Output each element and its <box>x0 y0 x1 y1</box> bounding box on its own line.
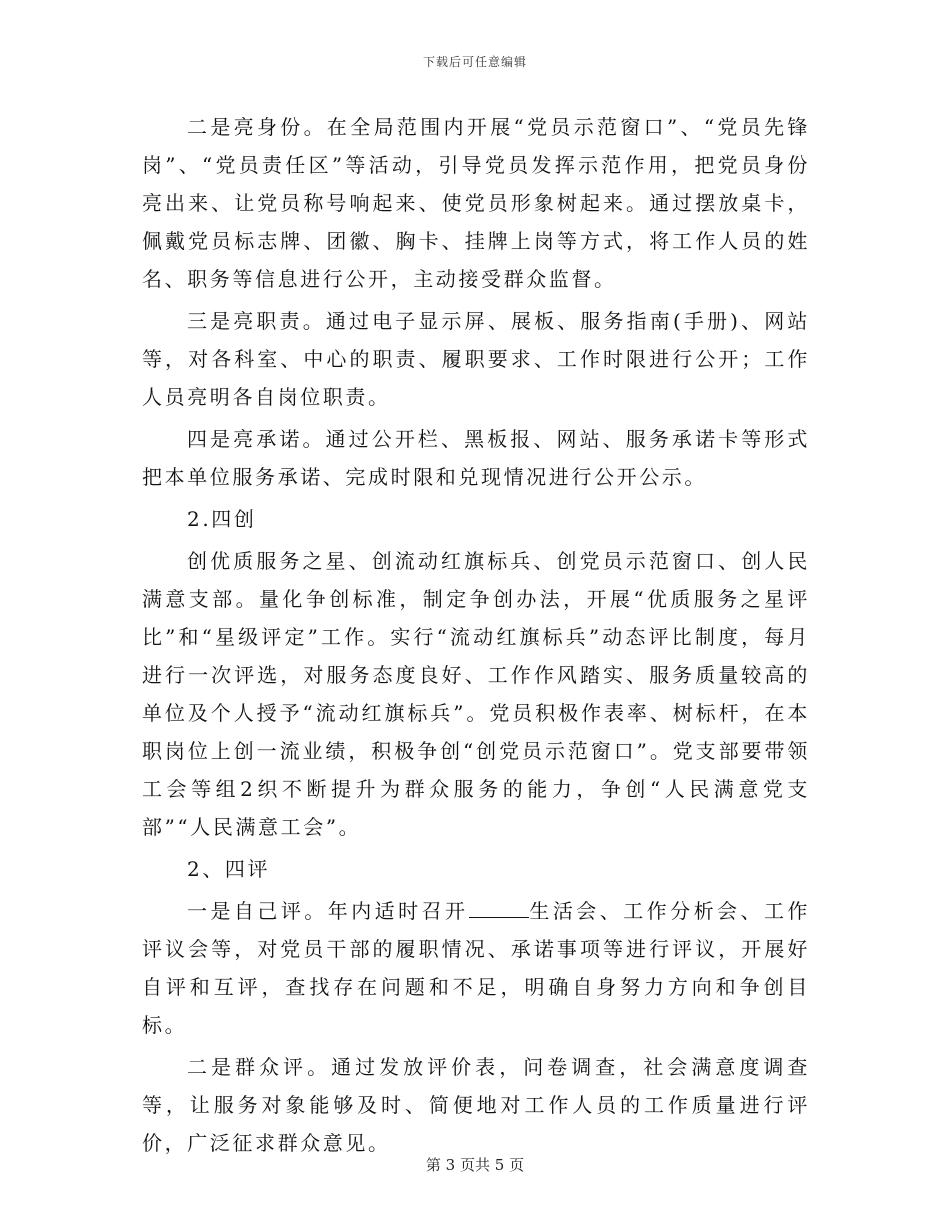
paragraph-show-commitments: 四是亮承诺。通过公开栏、黑板报、网站、服务承诺卡等形式把本单位服务承诺、完成时限和兑现情况进行公开公示。 <box>142 427 810 489</box>
self-evaluation-text-start: 一是自己评。年内适时召开 <box>187 899 469 923</box>
page-number-footer: 第 3 页共 5 页 <box>425 1156 525 1174</box>
paragraph-self-evaluation <box>142 892 810 1044</box>
document-body <box>142 108 810 1166</box>
fill-in-blank <box>469 897 529 918</box>
paragraph-show-identity: 二是亮身份。在全局范围内开展“党员示范窗口”、“党员先锋岗”、“党员责任区”等活动，引导党员发挥示范作用，把党员身份亮出来、让党员称号响起来、使党员形象树起来。通过摆放桌卡，佩戴党员标志牌、团徽、胸卡、挂牌上岗等方式，将工作人员的姓名、职务等信息进行公开，主动接受群众监督。 <box>142 115 810 291</box>
paragraph-four-creations: 创优质服务之星、创流动红旗标兵、创党员示范窗口、创人民满意支部。量化争创标准，制定争创办法，开展“优质服务之星评比”和“星级评定”工作。实行“流动红旗标兵”动态评比制度，每月进行一次评选，对服务态度良好、工作作风踏实、服务质量较高的单位及个人授予“流动红旗标兵”。党员积极作表率、树标杆，在本职岗位上创一流业绩，积极争创“创党员示范窗口”。党支部要带领工会等组2织不断提升为群众服务的能力，争创“人民满意党支部”“人民满意工会”。 <box>142 549 810 839</box>
paragraph-show-duties: 三是亮职责。通过电子显示屏、展板、服务指南(手册)、网站等，对各科室、中心的职责、履职要求、工作时限进行公开；工作人员亮明各自岗位职责。 <box>142 309 810 409</box>
section-heading-four-creations: 2.四创 <box>187 507 257 531</box>
paragraph-public-evaluation: 二是群众评。通过发放评价表，问卷调查，社会满意度调查等，让服务对象能够及时、简便地对工作人员的工作质量进行评价，广泛征求群众意见。 <box>142 1055 810 1155</box>
section-heading-four-evaluations: 2、四评 <box>187 857 271 881</box>
self-evaluation-text-end: 生活会、工作分析会、工作评议会等，对党员干部的履职情况、承诺事项等进行评议，开展好自评和互评，查找存在问题和不足，明确自身努力方向和争创目标。 <box>142 899 810 1037</box>
page-header: 下载后可任意编辑 <box>422 55 527 69</box>
